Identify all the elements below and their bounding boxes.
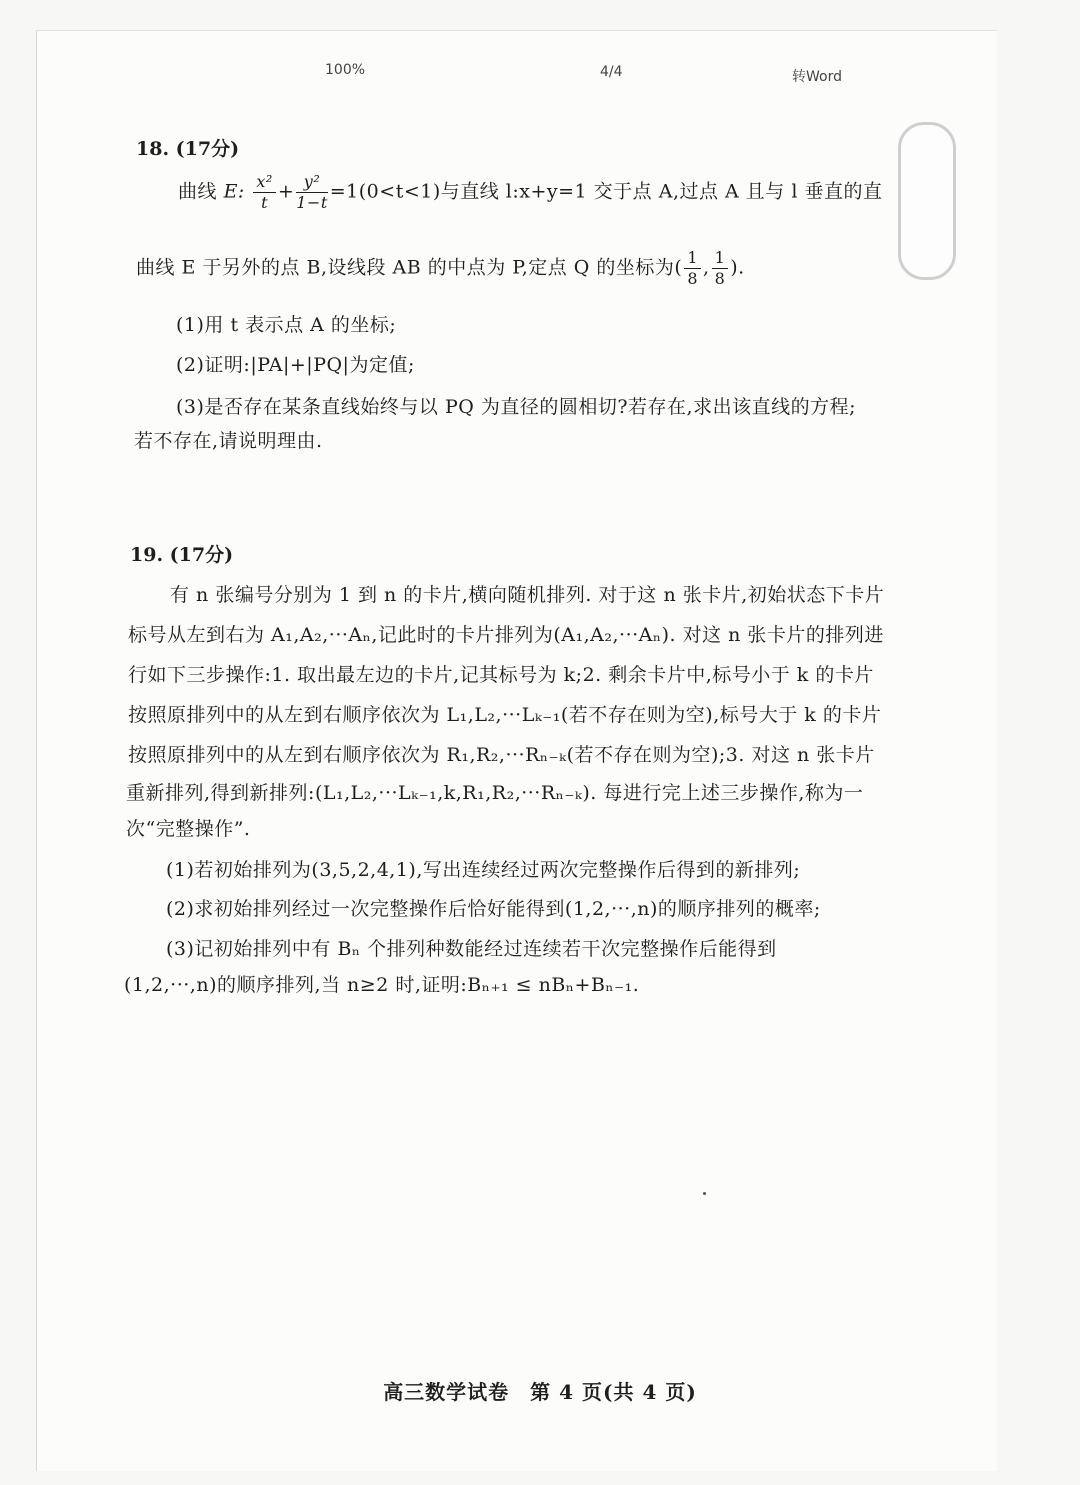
q18-part1: (1)用 t 表示点 A 的坐标; (176, 314, 397, 336)
q19-part2: (2)求初始排列经过一次完整操作后恰好能得到(1,2,···,n)的顺序排列的概率; (166, 898, 821, 920)
q19-line: 按照原排列中的从左到右顺序依次为 L₁,L₂,···Lₖ₋₁(若不存在则为空),标号大于 k 的卡片 (128, 704, 882, 726)
scrollbar-thumb[interactable] (898, 122, 956, 280)
q19-line: 重新排列,得到新排列:(L₁,L₂,···Lₖ₋₁,k,R₁,R₂,···Rₙ₋ₖ). 每进行完上述三步操作,称为一 (126, 782, 864, 804)
q19-part1: (1)若初始排列为(3,5,2,4,1),写出连续经过两次完整操作后得到的新排列; (166, 859, 801, 881)
zoom-level[interactable]: 100% (325, 62, 366, 78)
q18-curve-name: E: (223, 180, 245, 203)
convert-to-word-button[interactable]: 转Word (792, 69, 842, 85)
q18-frac2-den: 1−t (296, 193, 328, 212)
q18-line2: 曲线 E 于另外的点 B,设线段 AB 的中点为 P,定点 Q 的坐标为( $\frac{1}{8}$ , $\frac{1}{8}$ ). (136, 248, 745, 288)
q18-frac2 (296, 172, 328, 213)
q19-line: 按照原排列中的从左到右顺序依次为 R₁,R₂,···Rₙ₋ₖ(若不存在则为空);3. 对这 n 张卡片 (128, 744, 875, 766)
q18-qy-frac (712, 248, 729, 289)
q18-qy-num: 1 (712, 248, 729, 269)
q18-qx-frac (684, 248, 701, 289)
q18-part2: (2)证明:|PA|+|PQ|为定值; (176, 354, 415, 376)
q18-frac1-den: t (261, 193, 269, 212)
top-edge-mark (880, 0, 990, 16)
q18-part3b: 若不存在,请说明理由. (134, 430, 323, 452)
q19-line: 有 n 张编号分别为 1 到 n 的卡片,横向随机排列. 对于这 n 张卡片,初始状态下卡片 (170, 584, 885, 606)
q19-part3b: (1,2,···,n)的顺序排列,当 n≥2 时,证明:Bₙ₊₁ ≤ nBₙ+Bₙ₋₁. (124, 974, 640, 996)
q18-part3a: (3)是否存在某条直线始终与以 PQ 为直径的圆相切?若存在,求出该直线的方程; (176, 396, 856, 418)
q18-qx-den: 8 (687, 269, 699, 288)
page-indicator: 4/4 (600, 64, 623, 80)
q19-line: 次“完整操作”. (126, 818, 251, 840)
q18-line1-prefix: 曲线 (178, 180, 218, 203)
q19-line: 标号从左到右为 A₁,A₂,···Aₙ,记此时的卡片排列为(A₁,A₂,···Aₙ). 对这 n 张卡片的排列进 (128, 624, 884, 646)
scan-speck (703, 1192, 706, 1195)
q18-qx-num: 1 (684, 248, 701, 269)
q18-line1-suffix: =1(0<t<1)与直线 l:x+y=1 交于点 A,过点 A 且与 l 垂直的直 (329, 180, 883, 203)
q18-qy-den: 8 (714, 269, 726, 288)
q18-line1: 曲线 E: $\frac{\text{x²}}{t}$ + $\frac{\text{y²}}{1-t}$ =1(0<t<1)与直线 l:x+y=1 交于点 A,过点 A 且与 l 垂直的直 (178, 172, 883, 212)
q18-frac1 (253, 172, 275, 213)
page-footer: 高三数学试卷 第 4 页(共 4 页) (383, 1380, 697, 1404)
q19-line: 行如下三步操作:1. 取出最左边的卡片,记其标号为 k;2. 剩余卡片中,标号小于 k 的卡片 (128, 664, 874, 686)
viewer-toolbar (0, 58, 1080, 88)
q18-line2-suffix: ). (730, 256, 745, 279)
q18-frac1-num: x² (253, 172, 275, 193)
q18-header: 18. (17分) (136, 138, 240, 160)
q18-line2-prefix: 曲线 E 于另外的点 B,设线段 AB 的中点为 P,定点 Q 的坐标为( (136, 256, 683, 279)
q18-frac2-num: y² (296, 172, 328, 193)
q19-part3a: (3)记初始排列中有 Bₙ 个排列种数能经过连续若干次完整操作后能得到 (166, 938, 777, 960)
q19-header: 19. (17分) (130, 544, 234, 566)
